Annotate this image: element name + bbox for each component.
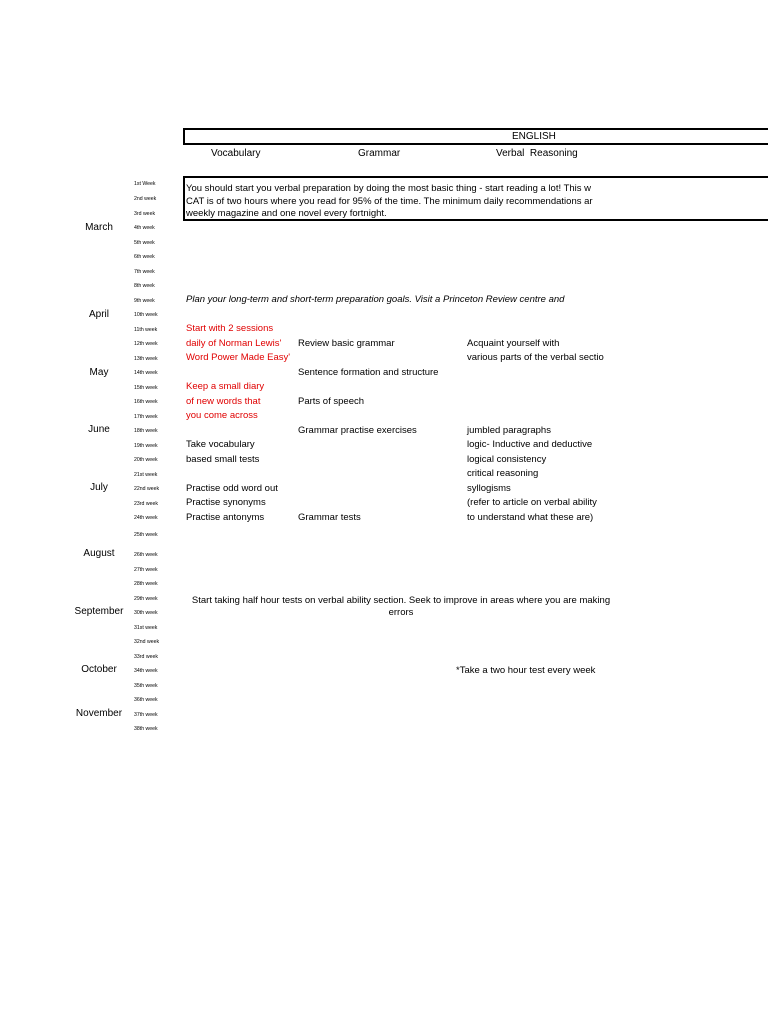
week-label: 19th week (134, 443, 158, 449)
verbal-item: logic- Inductive and deductive (467, 439, 593, 450)
intro-line: weekly magazine and one novel every fortnight. (186, 208, 387, 219)
week-label: 7th week (134, 269, 155, 275)
week-label: 33rd week (134, 654, 158, 660)
week-label: 17th week (134, 414, 158, 420)
grammar-item: Parts of speech (298, 396, 365, 407)
week-label: 13th week (134, 356, 158, 362)
header-box (183, 128, 768, 145)
verbal-item: various parts of the verbal sectio (467, 352, 604, 363)
week-label: 26th week (134, 552, 158, 558)
vocab-item: daily of Norman Lewis' (186, 338, 282, 349)
grammar-item: Grammar practise exercises (298, 425, 417, 436)
grammar-item: Review basic grammar (298, 338, 395, 349)
week-label: 18th week (134, 428, 158, 434)
vocab-item: Take vocabulary (186, 439, 255, 450)
week-label: 4th week (134, 225, 155, 231)
verbal-item: jumbled paragraphs (467, 425, 551, 436)
month-label: May (89, 367, 109, 378)
week-label: 3rd week (134, 211, 156, 217)
vocab-item: Practise synonyms (186, 497, 266, 508)
month-label: March (85, 222, 113, 233)
week-label: 31st week (134, 625, 158, 631)
month-label: November (75, 708, 123, 719)
week-label: 5th week (134, 240, 155, 246)
verbal-item: to understand what these are) (467, 512, 594, 523)
week-label: 8th week (134, 283, 155, 289)
column-header-grammar: Grammar (358, 148, 401, 159)
tests-note: Start taking half hour tests on verbal ability section. Seek to improve in areas where you are making errors (191, 595, 611, 618)
verbal-item: logical consistency (467, 454, 547, 465)
verbal-item: (refer to article on verbal ability (467, 497, 597, 508)
week-label: 15th week (134, 385, 158, 391)
week-label: 36th week (134, 697, 158, 703)
week-label: 30th week (134, 610, 158, 616)
verbal-item: Acquaint yourself with (467, 338, 560, 349)
week-label: 14th week (134, 370, 158, 376)
week-label: 10th week (134, 312, 158, 318)
grammar-item: Grammar tests (298, 512, 361, 523)
week-label: 32nd week (134, 639, 160, 645)
week-label: 35th week (134, 683, 158, 689)
week-label: 2nd week (134, 196, 157, 202)
week-label: 25th week (134, 532, 158, 538)
vocab-item: Practise antonyms (186, 512, 265, 523)
month-label: October (81, 664, 117, 675)
intro-text (186, 183, 593, 221)
week-label: 1st Week (134, 181, 156, 187)
month-label: April (88, 309, 109, 320)
month-label: June (88, 424, 110, 435)
month-label: September (74, 606, 124, 617)
week-label: 34th week (134, 668, 158, 674)
week-label: 16th week (134, 399, 158, 405)
week-label: 9th week (134, 298, 155, 304)
column-header-verbal-reasoning: Verbal Reasoning (496, 148, 578, 159)
week-label: 27th week (134, 567, 158, 573)
plan-note: Plan your long-term and short-term preparation goals. Visit a Princeton Review centre and (186, 294, 565, 305)
vocab-item: Word Power Made Easy' (186, 352, 291, 363)
week-label: 22nd week (134, 486, 160, 492)
week-label: 21st week (134, 472, 158, 478)
vocab-item: Keep a small diary (186, 381, 265, 392)
vocab-item: Practise odd word out (186, 483, 278, 494)
vocab-item: you come across (186, 410, 258, 421)
week-label: 20th week (134, 457, 158, 463)
week-label: 23rd week (134, 501, 158, 507)
intro-line: CAT is of two hours where you read for 95% of the time. The minimum daily recommendations ar (186, 195, 593, 207)
grammar-item: Sentence formation and structure (298, 367, 439, 378)
week-label: 12th week (134, 341, 158, 347)
two-hour-test-note: *Take a two hour test every week (456, 665, 596, 676)
vocab-item: of new words that (186, 396, 261, 407)
week-label: 24th week (134, 515, 158, 521)
subject-title: ENGLISH (512, 131, 556, 142)
verbal-item: syllogisms (467, 483, 511, 494)
vocab-item: Start with 2 sessions (186, 323, 274, 334)
week-label: 11th week (134, 327, 158, 333)
week-label: 28th week (134, 581, 158, 587)
intro-line: You should start you verbal preparation by doing the most basic thing - start reading a lot! This w (186, 183, 592, 194)
week-label: 6th week (134, 254, 155, 260)
month-label: August (83, 548, 115, 559)
month-label: July (90, 482, 108, 493)
week-label: 37th week (134, 712, 158, 718)
vocab-item: based small tests (186, 454, 260, 465)
verbal-item: critical reasoning (467, 468, 539, 479)
week-label: 29th week (134, 596, 158, 602)
column-header-vocabulary: Vocabulary (211, 148, 261, 159)
week-label: 38th week (134, 726, 158, 732)
